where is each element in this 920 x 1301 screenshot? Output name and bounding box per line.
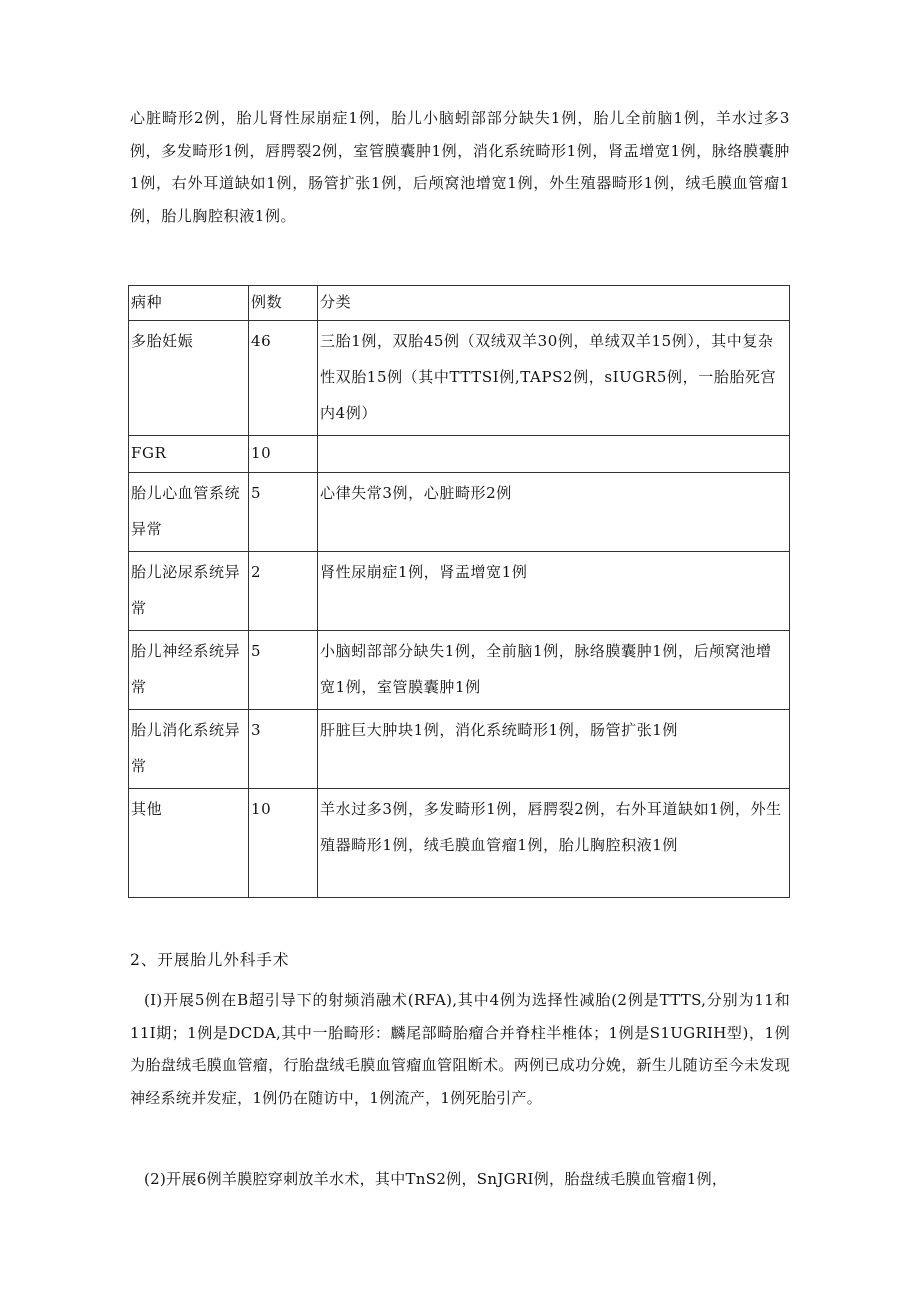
cell-category: 肝脏巨大肿块1例，消化系统畸形1例，肠管扩张1例 <box>318 710 790 789</box>
cell-category: 三胎1例，双胎45例（双绒双羊30例，单绒双羊15例），其中复杂性双胎15例（其中TTTSI例,TAPS2例，sIUGR5例，一胎胎死宫内4例） <box>318 321 790 436</box>
cell-category: 小脑蚓部部分缺失1例，全前脑1例，脉络膜囊肿1例，后颅窝池增宽1例，室管膜囊肿1例 <box>318 631 790 710</box>
table-row <box>129 321 790 436</box>
table-row <box>129 552 790 631</box>
header-count: 例数 <box>249 286 318 321</box>
cell-count: 10 <box>249 436 318 473</box>
cell-count: 3 <box>249 710 318 789</box>
header-category: 分类 <box>318 286 790 321</box>
header-disease: 病种 <box>129 286 249 321</box>
table-row <box>129 710 790 789</box>
cell-disease: 胎儿心血管系统异常 <box>129 473 249 552</box>
surgery-paragraph-1: (I)开展5例在B超引导下的射频消融术(RFA),其中4例为选择性减胎(2例是TTTS,分别为11和11I期；1例是DCDA,其中一胎畸形：麟尾部畸胎瘤合并脊柱半椎体；1例是S1UGRIH型)，1例为胎盘绒毛膜血管瘤，行胎盘绒毛膜血管瘤血管阻断术。两例已成功分娩，新生儿随访至今未发现神经系统并发症，1例仍在随访中，1例流产，1例死胎引产。 <box>130 991 790 1107</box>
table-row <box>129 473 790 552</box>
cell-count: 5 <box>249 631 318 710</box>
cell-disease: 胎儿泌尿系统异常 <box>129 552 249 631</box>
cell-count: 2 <box>249 552 318 631</box>
cell-category: 羊水过多3例，多发畸形1例，唇腭裂2例，右外耳道缺如1例，外生殖器畸形1例，绒毛膜血管瘤1例，胎儿胸腔积液1例 <box>318 789 790 898</box>
table-row <box>129 631 790 710</box>
cell-count: 5 <box>249 473 318 552</box>
cell-disease: 其他 <box>129 789 249 898</box>
cell-category <box>318 436 790 473</box>
cell-category: 心律失常3例，心脏畸形2例 <box>318 473 790 552</box>
case-table <box>128 285 790 898</box>
cell-disease: 胎儿消化系统异常 <box>129 710 249 789</box>
cell-count: 46 <box>249 321 318 436</box>
intro-paragraph: 心脏畸形2例，胎儿肾性尿崩症1例，胎儿小脑蚓部部分缺失1例，胎儿全前脑1例，羊水过多3例，多发畸形1例，唇腭裂2例，室管膜囊肿1例，消化系统畸形1例，肾盂增宽1例，脉络膜囊肿1例，右外耳道缺如1例，肠管扩张1例，后颅窝池增宽1例，外生殖器畸形1例，绒毛膜血管瘤1例，胎儿胸腔积液1例。 <box>130 109 790 225</box>
cell-disease: 多胎妊娠 <box>129 321 249 436</box>
table-row <box>129 436 790 473</box>
cell-disease: 胎儿神经系统异常 <box>129 631 249 710</box>
cell-count: 10 <box>249 789 318 898</box>
table-header-row <box>129 286 790 321</box>
section-heading: 2、开展胎儿外科手术 <box>130 951 290 969</box>
surgery-paragraph-2: (2)开展6例羊膜腔穿刺放羊水术，其中TnS2例，SnJGRI例，胎盘绒毛膜血管瘤1例， <box>144 1170 728 1188</box>
table-row <box>129 789 790 898</box>
cell-disease: FGR <box>129 436 249 473</box>
cell-category: 肾性尿崩症1例，肾盂增宽1例 <box>318 552 790 631</box>
